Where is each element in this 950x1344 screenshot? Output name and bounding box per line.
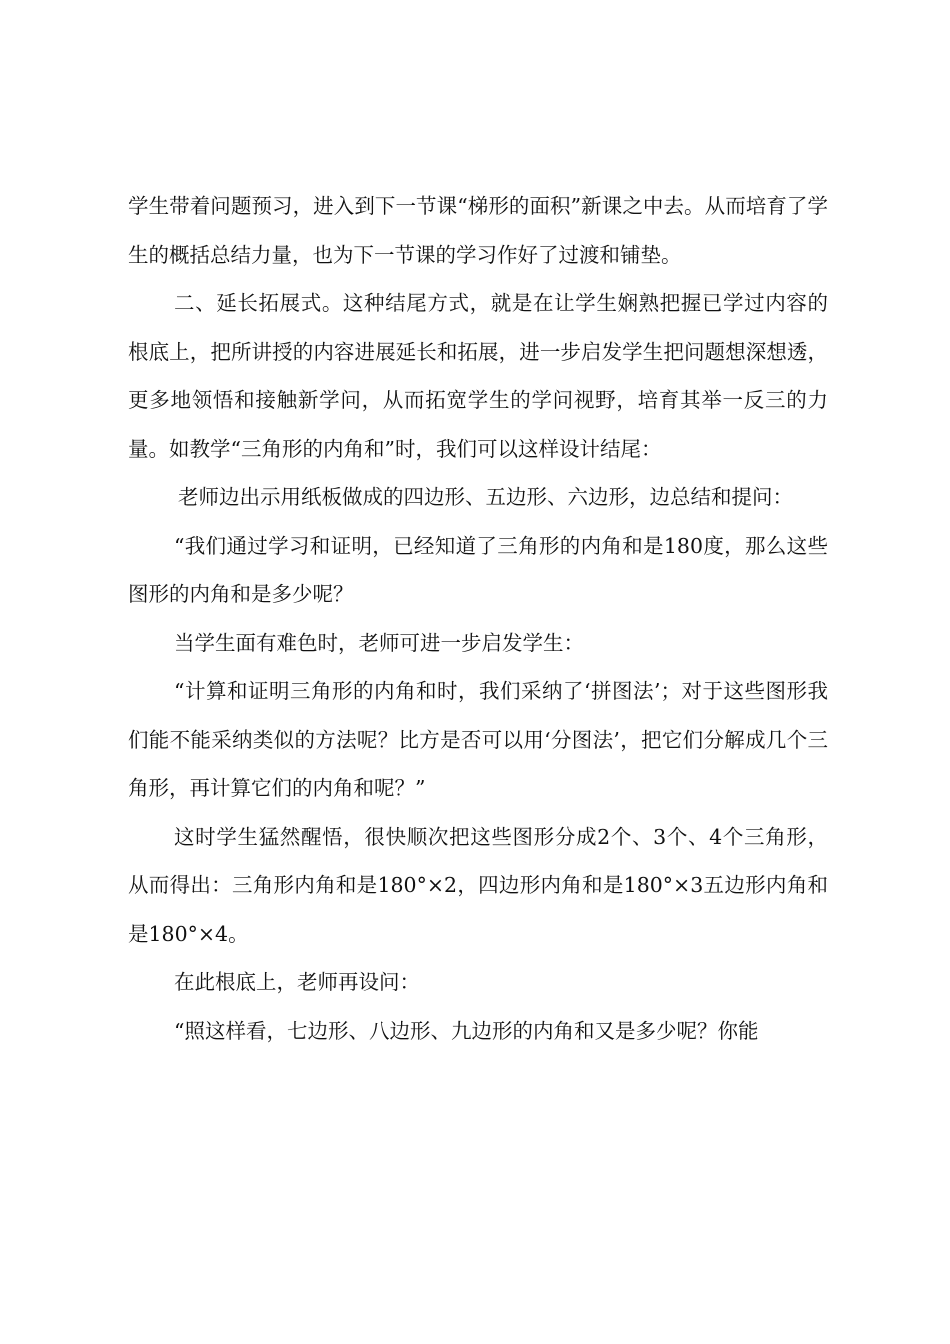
paragraph-teacher-asks-again: 在此根底上，老师再设问： bbox=[174, 970, 420, 994]
paragraph-students-realize: 这时学生猛然醒悟，很快顺次把这些图形分成2个、3个、4个三角形，从而得出：三角形内角和是180°×2，四边形内角和是180°×3五边形内角和是180°×4。 bbox=[128, 824, 828, 946]
paragraph-extension-method: 二、延长拓展式。这种结尾方式，就是在让学生娴熟把握已学过内容的根底上，把所讲授的内容进展延长和拓展，进一步启发学生把问题想深想透，更多地领悟和接触新学问，从而拓宽学生的学问视野，培育其举一反三的力量。如教学“三角形的内角和”时，我们可以这样设计结尾： bbox=[128, 291, 828, 461]
paragraph-final-question: “照这样看，七边形、八边形、九边形的内角和又是多少呢？你能 bbox=[174, 1018, 759, 1043]
document-body bbox=[128, 182, 828, 1055]
paragraph-students-hesitate: 当学生面有难色时，老师可进一步启发学生： bbox=[174, 630, 584, 655]
paragraph-teacher-hint: “计算和证明三角形的内角和时，我们采纳了‘拼图法’；对于这些图形我们能不能采纳类似的方法呢？比方是否可以用‘分图法’，把它们分解成几个三角形，再计算它们的内角和呢？” bbox=[128, 679, 828, 800]
paragraph-continuation: 学生带着问题预习，进入到下一节课“梯形的面积”新课之中去。从而培育了学生的概括总结力量，也为下一节课的学习作好了过渡和铺垫。 bbox=[128, 194, 828, 267]
paragraph-teacher-shows-shapes: 老师边出示用纸板做成的四边形、五边形、六边形，边总结和提问： bbox=[178, 485, 793, 509]
paragraph-teacher-question: “我们通过学习和证明，已经知道了三角形的内角和是180度，那么这些图形的内角和是多少呢？ bbox=[128, 533, 828, 606]
